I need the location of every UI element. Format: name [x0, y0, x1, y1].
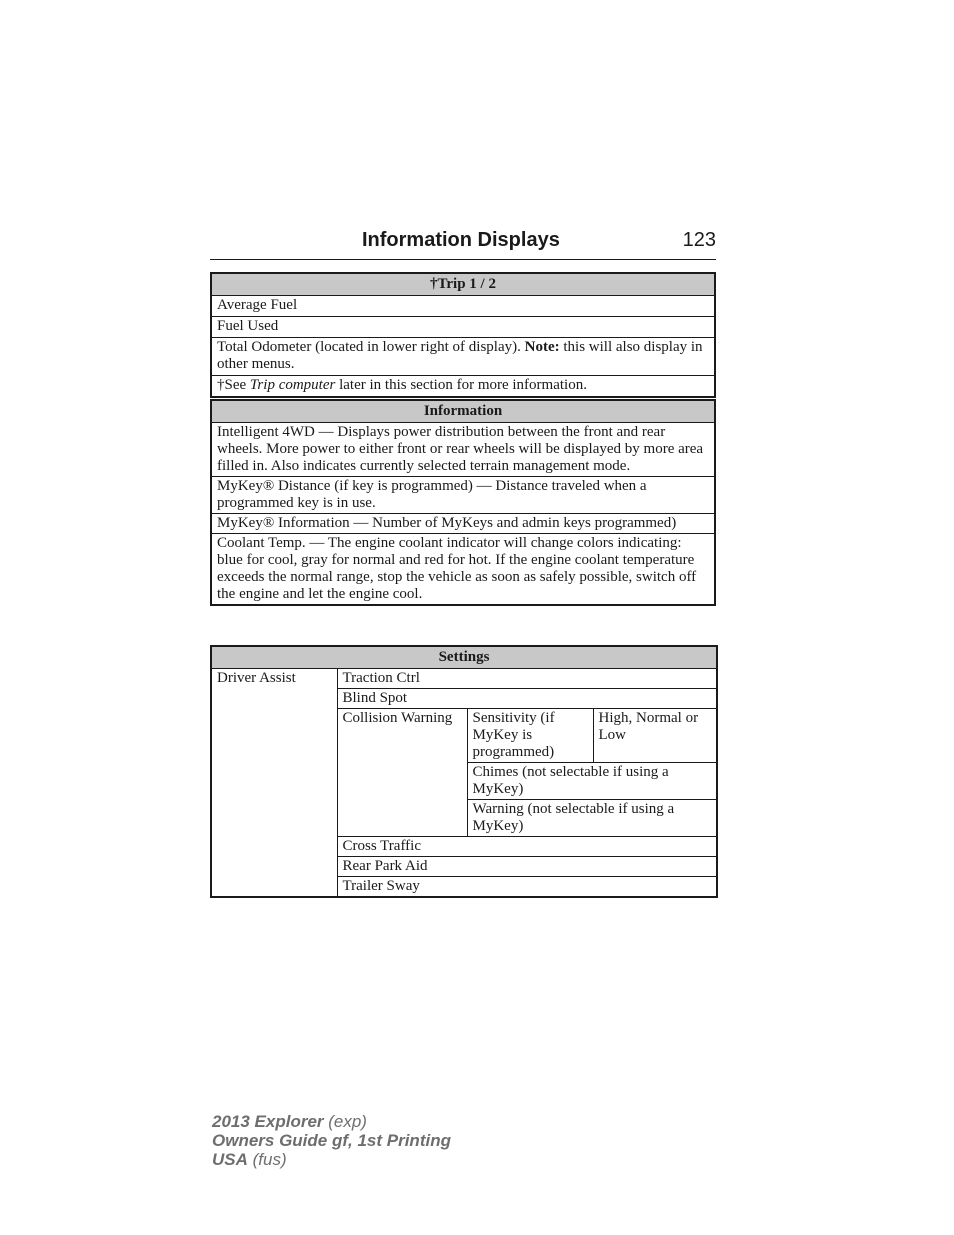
information-table: [210, 399, 716, 606]
info-row-coolant-temp: Coolant Temp. — The engine coolant indicator will change colors indicating: blue for cool, gray for normal and red for hot. If the engine coolant temperature exceeds the normal range, stop the vehicle as soon as safely possible, switch off the engine and let the engine cool.: [211, 534, 715, 606]
settings-table: [210, 645, 718, 898]
setting-rear-park-aid: Rear Park Aid: [337, 857, 717, 877]
page-header: [210, 229, 716, 260]
trip-table: [210, 272, 716, 398]
setting-warning: Warning (not selectable if using a MyKey): [467, 800, 717, 837]
trip-row-total-odometer: Total Odometer (located in lower right of display). Note: this will also display in other menus.: [211, 338, 715, 376]
trip-table-heading: †Trip 1 / 2: [211, 273, 715, 296]
trip-row-footnote: †See Trip computer later in this section for more information.: [211, 376, 715, 398]
page-number: 123: [682, 229, 716, 251]
information-table-heading: Information: [211, 400, 715, 423]
settings-table-heading: Settings: [211, 646, 717, 669]
trip-row-average-fuel: Average Fuel: [211, 296, 715, 317]
setting-sensitivity-values: High, Normal or Low: [593, 709, 717, 763]
setting-collision-warning: Collision Warning: [337, 709, 467, 837]
setting-blind-spot: Blind Spot: [337, 689, 717, 709]
footer-line-2: Owners Guide gf, 1st Printing: [212, 1131, 451, 1150]
trip-computer-reference: Trip computer: [249, 377, 336, 393]
setting-sensitivity: Sensitivity (if MyKey is programmed): [467, 709, 593, 763]
section-title: Information Displays: [362, 229, 560, 251]
info-row-intelligent-4wd: Intelligent 4WD — Displays power distribution between the front and rear wheels. More power to either front or rear wheels will be displayed by more area filled in. Also indicates currently selected terrain management mode.: [211, 423, 715, 477]
note-label: Note:: [524, 339, 560, 355]
footer-line-3: USA (fus): [212, 1150, 287, 1169]
trip-row-fuel-used: Fuel Used: [211, 317, 715, 338]
page-footer: [212, 1112, 451, 1169]
footer-line-1: 2013 Explorer (exp): [212, 1112, 367, 1131]
setting-traction-ctrl: Traction Ctrl: [337, 669, 717, 689]
settings-category-driver-assist: Driver Assist: [211, 669, 337, 898]
setting-cross-traffic: Cross Traffic: [337, 837, 717, 857]
setting-trailer-sway: Trailer Sway: [337, 877, 717, 898]
info-row-mykey-information: MyKey® Information — Number of MyKeys and admin keys programmed): [211, 514, 715, 534]
info-row-mykey-distance: MyKey® Distance (if key is programmed) — Distance traveled when a programmed key is in use.: [211, 477, 715, 514]
setting-chimes: Chimes (not selectable if using a MyKey): [467, 763, 717, 800]
